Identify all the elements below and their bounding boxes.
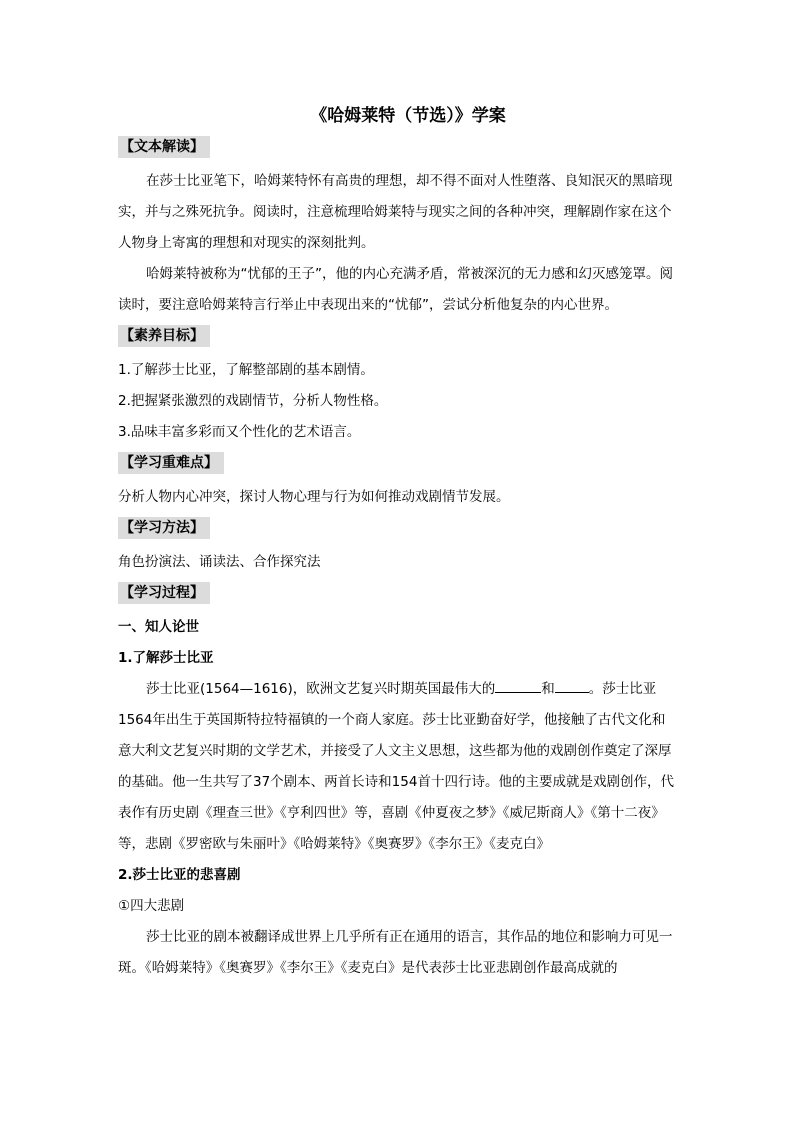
section-heading-process: 【学习过程】 — [118, 582, 210, 604]
subheading: 2.莎士比亚的悲喜剧 — [118, 867, 241, 883]
subheading: 1.了解莎士比亚 — [118, 650, 214, 666]
fill-in-blank — [555, 678, 589, 693]
fill-in-blank — [495, 678, 541, 693]
text-run: 。莎士比亚1564年出生于英国斯特拉特福镇的一个商人家庭。莎士比亚勤奋好学，他接触了古代文化和意大利文艺复兴时期的文学艺术，并接受了人文主义思想，这些都为他的戏剧创作奠定了深厚的基础。他一生共写了37个剧本、两首长诗和154首十四行诗。他的主要成就是戏剧创作，代表作有历史剧《理查三世》《亨利四世》等，喜剧《仲夏夜之梦》《威尼斯商人》《第十二夜》等，悲剧《罗密欧与朱丽叶》《哈姆莱特》《奥赛罗》《李尔王》《麦克白》 — [118, 681, 674, 852]
list-item: 1.了解莎士比亚，了解整部剧的基本剧情。 — [118, 362, 374, 378]
section-heading-goals: 【素养目标】 — [118, 325, 210, 347]
paragraph: 角色扮演法、诵读法、合作探究法 — [118, 554, 321, 570]
section-heading-key-points: 【学习重难点】 — [118, 452, 224, 474]
paragraph: 哈姆莱特被称为“忧郁的王子”，他的内心充满矛盾，常被深沉的无力感和幻灭感笼罩。阅读时，要注意哈姆莱特言行举止中表现出来的“忧郁”，尝试分析他复杂的内心世界。 — [118, 266, 673, 313]
document-title: 《哈姆莱特（节选）》学案 — [310, 106, 506, 126]
document-body — [118, 100, 678, 984]
text-run: 和 — [541, 681, 555, 697]
paragraph-with-blanks — [118, 674, 678, 860]
list-item: 2.把握紧张激烈的戏剧情节，分析人物性格。 — [118, 393, 388, 409]
section-heading-methods: 【学习方法】 — [118, 517, 210, 539]
list-item: 3.品味丰富多彩而又个性化的艺术语言。 — [118, 424, 361, 440]
paragraph: 在莎士比亚笔下，哈姆莱特怀有高贵的理想，却不得不面对人性堕落、良知泯灭的黑暗现实，并与之殊死抗争。阅读时，注意梳理哈姆莱特与现实之间的各种冲突，理解剧作家在这个人物身上寄寓的理想和对现实的深刻批判。 — [118, 173, 673, 251]
subheading: 一、知人论世 — [118, 619, 199, 635]
paragraph: 分析人物内心冲突，探讨人物心理与行为如何推动戏剧情节发展。 — [118, 489, 510, 505]
section-heading-text-reading: 【文本解读】 — [118, 136, 210, 158]
subheading: ①四大悲剧 — [118, 898, 185, 914]
paragraph: 莎士比亚的剧本被翻译成世界上几乎所有正在通用的语言，其作品的地位和影响力可见一斑。《哈姆莱特》《奥赛罗》《李尔王》《麦克白》是代表莎士比亚悲剧创作最高成就的 — [118, 929, 673, 976]
text-run: 莎士比亚(1564—1616)，欧洲文艺复兴时期英国最伟大的 — [146, 681, 496, 697]
